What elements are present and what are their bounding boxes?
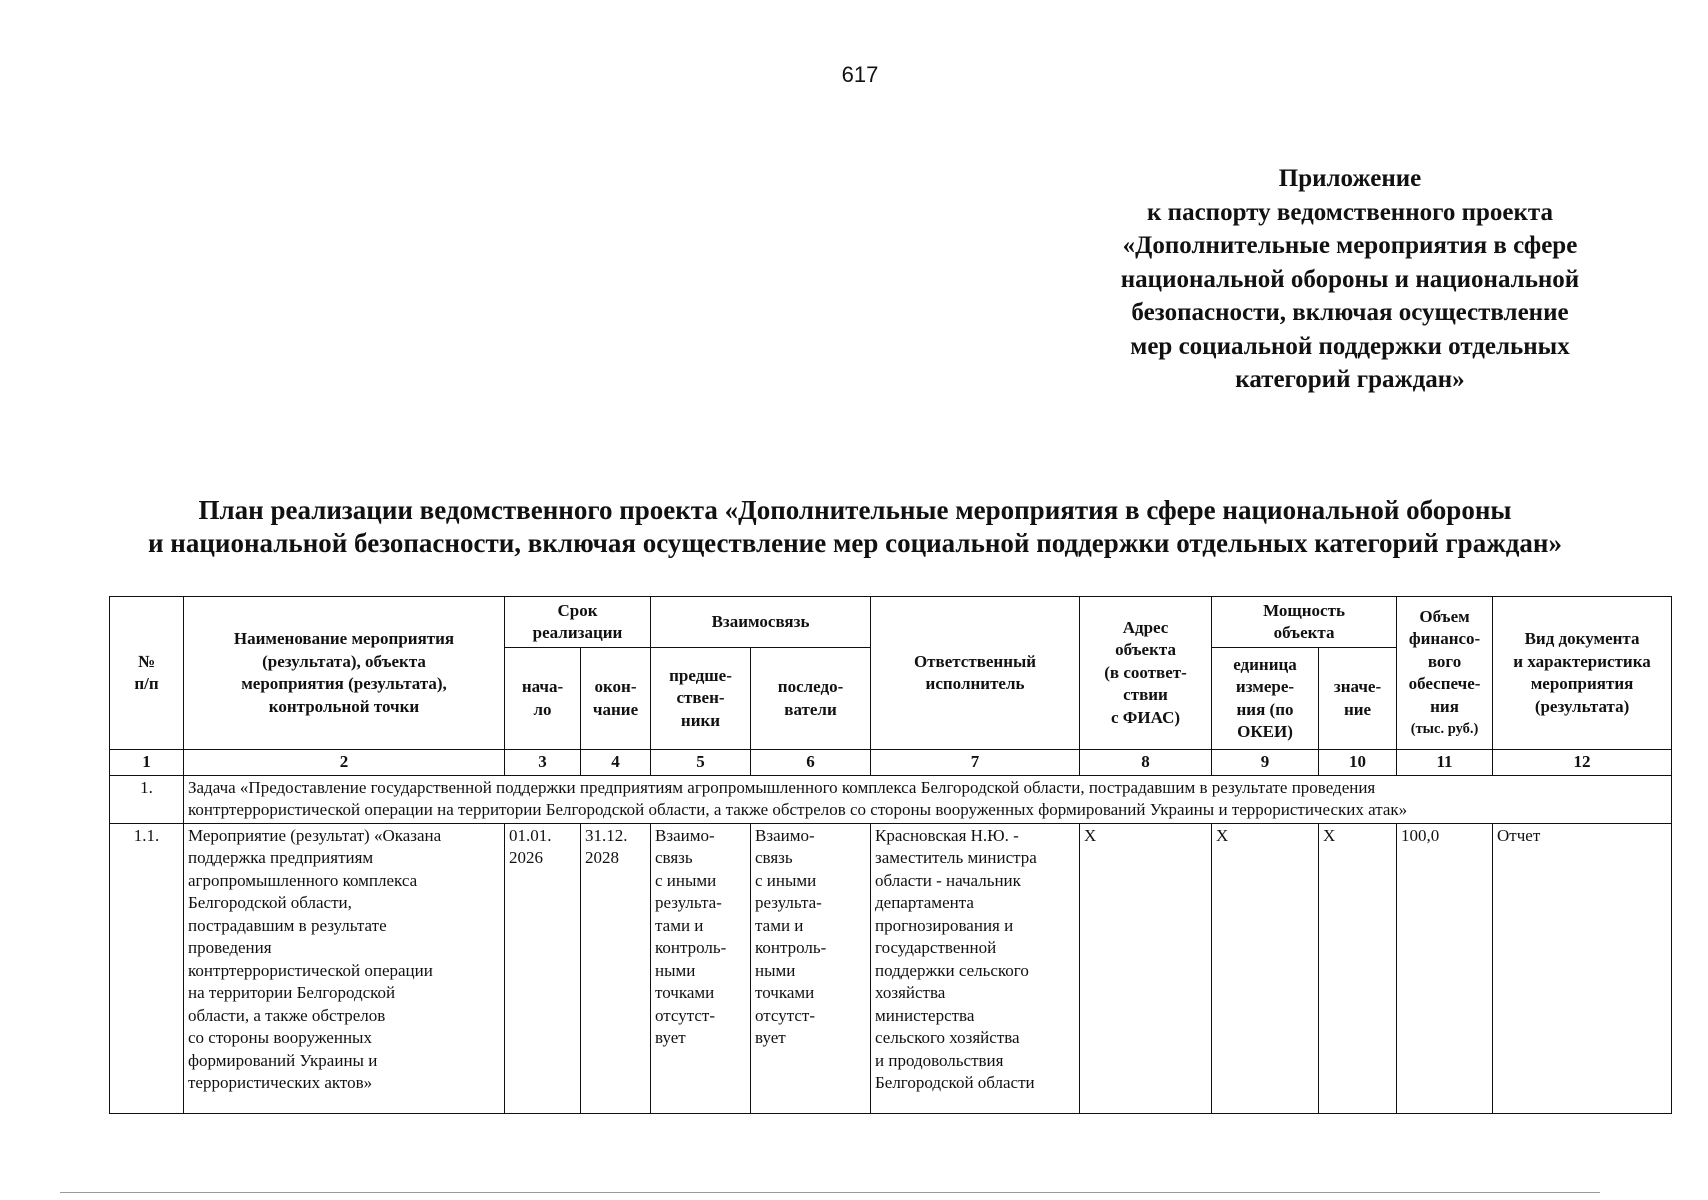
header-term: Срок реализации xyxy=(505,597,651,648)
header-num: № п/п xyxy=(110,597,184,750)
column-number: 9 xyxy=(1212,750,1319,776)
title-line-2: и национальной безопасности, включая осуществление мер социальной поддержки отдельных категорий граждан» xyxy=(148,528,1562,558)
column-number: 8 xyxy=(1080,750,1212,776)
task-text-line-1: Задача «Предоставление государственной поддержки предприятиям агропромышленного комплекса Белгородской области, пострадавшим в результате проведения xyxy=(188,777,1376,797)
appendix-line: национальной обороны и национальной xyxy=(1120,265,1580,293)
header-address: Адрес объекта (в соответ- ствии с ФИАС) xyxy=(1080,597,1212,750)
row-name: Мероприятие (результат) «Оказана поддержка предприятиям агропромышленного комплекса Белгородской области, пострадавшим в результате проведения контртеррористической операции на территории Белгородской области, а также обстрелов со стороны вооруженных формирований Украины и террористических актов» xyxy=(184,823,505,1113)
row-prev: Взаимо- связь с иными результа- тами и контроль- ными точками отсутст- вует xyxy=(651,823,751,1113)
column-number: 7 xyxy=(871,750,1080,776)
column-number: 2 xyxy=(184,750,505,776)
appendix-line: категорий граждан» xyxy=(1235,366,1465,393)
row-value: X xyxy=(1319,823,1397,1113)
task-cell xyxy=(184,775,1672,823)
column-number: 12 xyxy=(1493,750,1672,776)
task-num: 1. xyxy=(110,775,184,823)
column-number: 4 xyxy=(581,750,651,776)
row-next: Взаимо- связь с иными результа- тами и контроль- ными точками отсутст- вует xyxy=(751,823,871,1113)
document-title xyxy=(100,494,1610,560)
table-row xyxy=(110,823,1672,1113)
header-finance-label: Объем финансо- вого обеспече- ния xyxy=(1408,606,1481,716)
appendix-heading xyxy=(1080,162,1620,397)
column-number: 10 xyxy=(1319,750,1397,776)
row-unit: X xyxy=(1212,823,1319,1113)
appendix-line: мер социальной поддержки отдельных xyxy=(1130,332,1570,360)
appendix-line: Приложение xyxy=(1278,165,1422,192)
row-num: 1.1. xyxy=(110,823,184,1113)
header-term-end: окон- чание xyxy=(581,648,651,750)
row-doc: Отчет xyxy=(1493,823,1672,1113)
header-link-next: последо- ватели xyxy=(751,648,871,750)
title-line-1: План реализации ведомственного проекта «Дополнительные мероприятия в сфере национальной обороны xyxy=(198,495,1512,525)
header-responsible: Ответственный исполнитель xyxy=(871,597,1080,750)
header-link-prev: предше- ствен- ники xyxy=(651,648,751,750)
implementation-plan-table xyxy=(109,596,1672,1114)
row-finance: 100,0 xyxy=(1397,823,1493,1113)
row-start: 01.01. 2026 xyxy=(505,823,581,1113)
header-capacity-unit: единица измере- ния (по ОКЕИ) xyxy=(1212,648,1319,750)
column-number: 5 xyxy=(651,750,751,776)
column-number: 6 xyxy=(751,750,871,776)
task-row xyxy=(110,775,1672,823)
header-link: Взаимосвязь xyxy=(651,597,871,648)
header-name: Наименование мероприятия (результата), объекта мероприятия (результата), контрольной точки xyxy=(184,597,505,750)
appendix-line: безопасности, включая осуществление xyxy=(1131,299,1569,326)
row-end: 31.12. 2028 xyxy=(581,823,651,1113)
column-number: 1 xyxy=(110,750,184,776)
column-number: 3 xyxy=(505,750,581,776)
row-address: X xyxy=(1080,823,1212,1113)
task-text-line-2: контртеррористической операции на территории Белгородской области, а также обстрелов со стороны вооруженных формирований Украины и террористических атак» xyxy=(188,800,1408,819)
page-number: 617 xyxy=(841,62,879,87)
header-finance xyxy=(1397,597,1493,750)
appendix-line: «Дополнительные мероприятия в сфере xyxy=(1122,232,1578,259)
appendix-line: к паспорту ведомственного проекта xyxy=(1147,198,1553,226)
header-finance-unit: (тыс. руб.) xyxy=(1410,721,1479,737)
header-capacity: Мощность объекта xyxy=(1212,597,1397,648)
scan-edge-line xyxy=(60,1192,1600,1193)
header-capacity-value: значе- ние xyxy=(1319,648,1397,750)
row-responsible: Красновская Н.Ю. - заместитель министра области - начальник департамента прогнозирования и государственной поддержки сельского хозяйства министерства сельского хозяйства и продовольствия Белгородской области xyxy=(871,823,1080,1113)
column-number: 11 xyxy=(1397,750,1493,776)
header-term-start: нача- ло xyxy=(505,648,581,750)
header-doc: Вид документа и характеристика мероприятия (результата) xyxy=(1493,597,1672,750)
